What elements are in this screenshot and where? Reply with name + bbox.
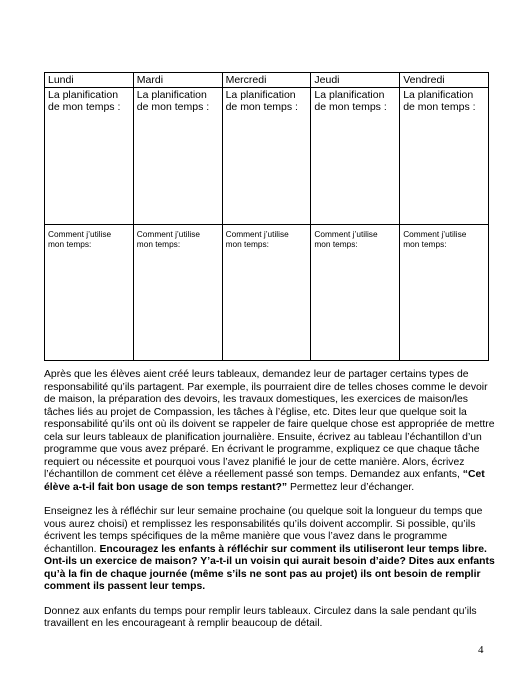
paragraph-fill-in-text: Donnez aux enfants du temps pour remplir leurs tableaux. Circulez dans la sale pendant qu’ils travaillent en les encourageant à remplir beaucoup de détail. <box>44 605 477 629</box>
planning-cell <box>222 88 311 225</box>
paragraph-reflection <box>44 506 496 594</box>
day-header: Lundi <box>45 73 134 88</box>
paragraph-sharing-question: “Cet élève a-t-il fait bon usage de son temps restant?” <box>44 469 485 493</box>
page-number: 4 <box>478 644 484 656</box>
time-use-label-line2: mon temps: <box>48 239 92 249</box>
planning-cell <box>45 88 134 225</box>
planning-label-line1: La planification <box>403 89 474 101</box>
planning-row <box>45 88 489 225</box>
planning-label-line1: La planification <box>225 89 296 101</box>
time-use-label-line1: Comment j’utilise <box>403 229 467 239</box>
time-use-label-line1: Comment j’utilise <box>48 229 112 239</box>
planning-cell <box>311 88 400 225</box>
time-use-cell <box>222 225 311 361</box>
planning-label-line2: de mon temps : <box>225 101 298 113</box>
paragraph-sharing-tail: Permettez leur d’échanger. <box>287 481 415 493</box>
paragraph-reflection-bold: Encouragez les enfants à réfléchir sur comment ils utiliseront leur temps libre. Ont-ils un exercice de maison? Y’a-t-il un voisin qui aurait besoin d’aide? Dites aux enfants qu’à la fin de chaque journée (même s’ils ne sont pas au projet) ils ont besoin de remplir comment ils passent leur temps. <box>44 543 495 592</box>
day-header: Mardi <box>133 73 222 88</box>
planning-label-line1: La planification <box>314 89 385 101</box>
planning-cell <box>400 88 489 225</box>
day-header: Mercredi <box>222 73 311 88</box>
instructions-text <box>44 369 496 643</box>
time-use-label-line2: mon temps: <box>136 239 181 249</box>
time-use-cell <box>400 225 489 361</box>
day-header: Jeudi <box>311 73 400 88</box>
time-use-label-line1: Comment j’utilise <box>225 229 289 239</box>
time-use-row <box>45 225 489 361</box>
planning-label-line1: La planification <box>136 89 207 101</box>
planning-label-line2: de mon temps : <box>136 101 210 113</box>
day-header-row <box>45 73 489 88</box>
paragraph-sharing <box>44 369 496 494</box>
day-header: Vendredi <box>400 73 489 88</box>
time-use-label-line1: Comment j’utilise <box>314 229 378 239</box>
time-use-label-line2: mon temps: <box>225 239 269 249</box>
planning-label-line2: de mon temps : <box>48 101 121 113</box>
time-use-label-line2: mon temps: <box>403 239 447 249</box>
time-use-cell <box>45 225 134 361</box>
time-use-label-line1: Comment j’utilise <box>136 229 200 239</box>
planning-cell <box>133 88 222 225</box>
paragraph-fill-in <box>44 606 496 631</box>
planning-label-line2: de mon temps : <box>403 101 476 113</box>
planning-label-line1: La planification <box>48 89 119 101</box>
paragraph-reflection-text: Enseignez les à réfléchir sur leur semaine prochaine (ou quelque soit la longueur du temps que vous aurez choisi) et remplissez les responsabilités qu’ils doivent accomplir. Si possible, qu’ils écrivent les temps spécifiques de la même manière que vous l’avez dans le programme échantillon. <box>44 506 483 555</box>
time-use-label-line2: mon temps: <box>314 239 358 249</box>
planning-label-line2: de mon temps : <box>314 101 387 113</box>
paragraph-sharing-text: Après que les élèves aient créé leurs tableaux, demandez leur de partager certains types de responsabilité qu’ils partagent. Par exemple, ils pourraient dire de telles choses comme le devoir de maison, la préparation des devoirs, les travaux domestiques, les exercices de maison/les tâches liés au projet de Compassion, les tâches à l’église, etc. Dites leur que quelque soit la responsabilité qu’ils ont où ils doivent se rappeler de faire quelque chose est appropriée de mettre cela sur leurs tableaux de planification journalière. Ensuite, écrivez au tableau l’échantillon d’un programme que vous avez préparé. En écrivant le programme, expliquez ce que chaque tâche requiert ou nécessite et pourquoi vous l’avez planifié le jour de cette manière. Alors, écrivez l’échantillon de comment cet élève a réellement passé son temps. Demandez aux enfants, <box>44 369 495 480</box>
weekly-planner-table <box>44 72 489 361</box>
time-use-cell <box>311 225 400 361</box>
time-use-cell <box>133 225 222 361</box>
